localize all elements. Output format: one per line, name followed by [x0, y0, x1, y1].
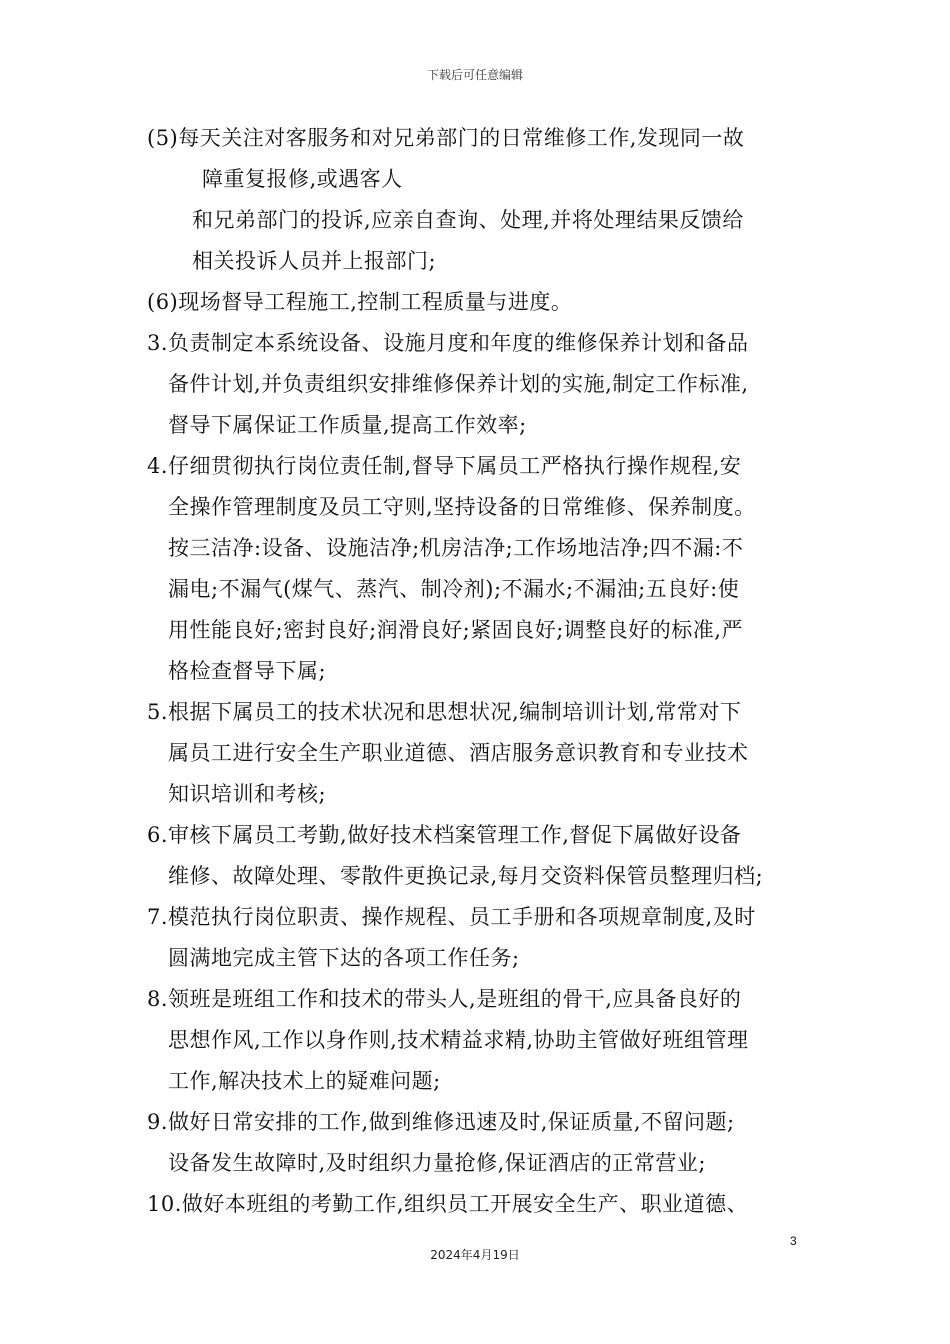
text-line: 相关投诉人员并上报部门; [192, 249, 437, 273]
text-line: 属员工进行安全生产职业道德、酒店服务意识教育和专业技术 [168, 741, 749, 765]
text-line: 思想作风,工作以身作则,技术精益求精,协助主管做好班组管理 [168, 1028, 749, 1052]
text-line: 格检查督导下属; [168, 659, 327, 683]
page-number: 3 [790, 1234, 797, 1248]
text-line: 5.根据下属员工的技术状况和思想状况,编制培训计划,常常对下 [147, 700, 742, 724]
text-line: 8.领班是班组工作和技术的带头人,是班组的骨干,应具备良好的 [147, 987, 742, 1011]
footer-date: 2024年4月19日 [430, 1248, 520, 1262]
text-line: 漏电;不漏气(煤气、蒸汽、制冷剂);不漏水;不漏油;五良好:使 [168, 577, 740, 601]
text-line: 用性能良好;密封良好;润滑良好;紧固良好;调整良好的标准,严 [168, 618, 743, 642]
text-line: 障重复报修,或遇客人 [202, 167, 403, 191]
text-line: 4.仔细贯彻执行岗位责任制,督导下属员工严格执行操作规程,安 [147, 454, 742, 478]
text-line: 督导下属保证工作质量,提高工作效率; [168, 413, 527, 437]
text-line: 备件计划,并负责组织安排维修保养计划的实施,制定工作标准, [168, 372, 749, 396]
text-line: 设备发生故障时,及时组织力量抢修,保证酒店的正常营业; [168, 1151, 706, 1175]
text-line: 7.模范执行岗位职责、操作规程、员工手册和各项规章制度,及时 [147, 905, 756, 929]
text-line: 工作,解决技术上的疑难问题; [168, 1069, 441, 1093]
text-line: (5)每天关注对客服务和对兄弟部门的日常维修工作,发现同一故 [147, 126, 745, 150]
text-line: 6.审核下属员工考勤,做好技术档案管理工作,督促下属做好设备 [147, 823, 742, 847]
text-line: 圆满地完成主管下达的各项工作任务; [168, 946, 520, 970]
text-line: 和兄弟部门的投诉,应亲自查询、处理,并将处理结果反馈给 [192, 208, 744, 232]
text-line: 按三洁净:设备、设施洁净;机房洁净;工作场地洁净;四不漏:不 [168, 536, 744, 560]
text-line: 3.负责制定本系统设备、设施月度和年度的维修保养计划和备品 [147, 331, 749, 355]
text-line: 9.做好日常安排的工作,做到维修迅速及时,保证质量,不留问题; [147, 1110, 735, 1134]
text-line: 知识培训和考核; [168, 782, 327, 806]
text-line: 维修、故障处理、零散件更换记录,每月交资料保管员整理归档; [168, 864, 764, 888]
text-line: (6)现场督导工程施工,控制工程质量与进度。 [147, 290, 573, 314]
text-line: 10.做好本班组的考勤工作,组织员工开展安全生产、职业道德、 [147, 1192, 749, 1216]
text-line: 全操作管理制度及员工守则,坚持设备的日常维修、保养制度。 [168, 495, 756, 519]
page-header: 下载后可任意编辑 [426, 68, 523, 82]
